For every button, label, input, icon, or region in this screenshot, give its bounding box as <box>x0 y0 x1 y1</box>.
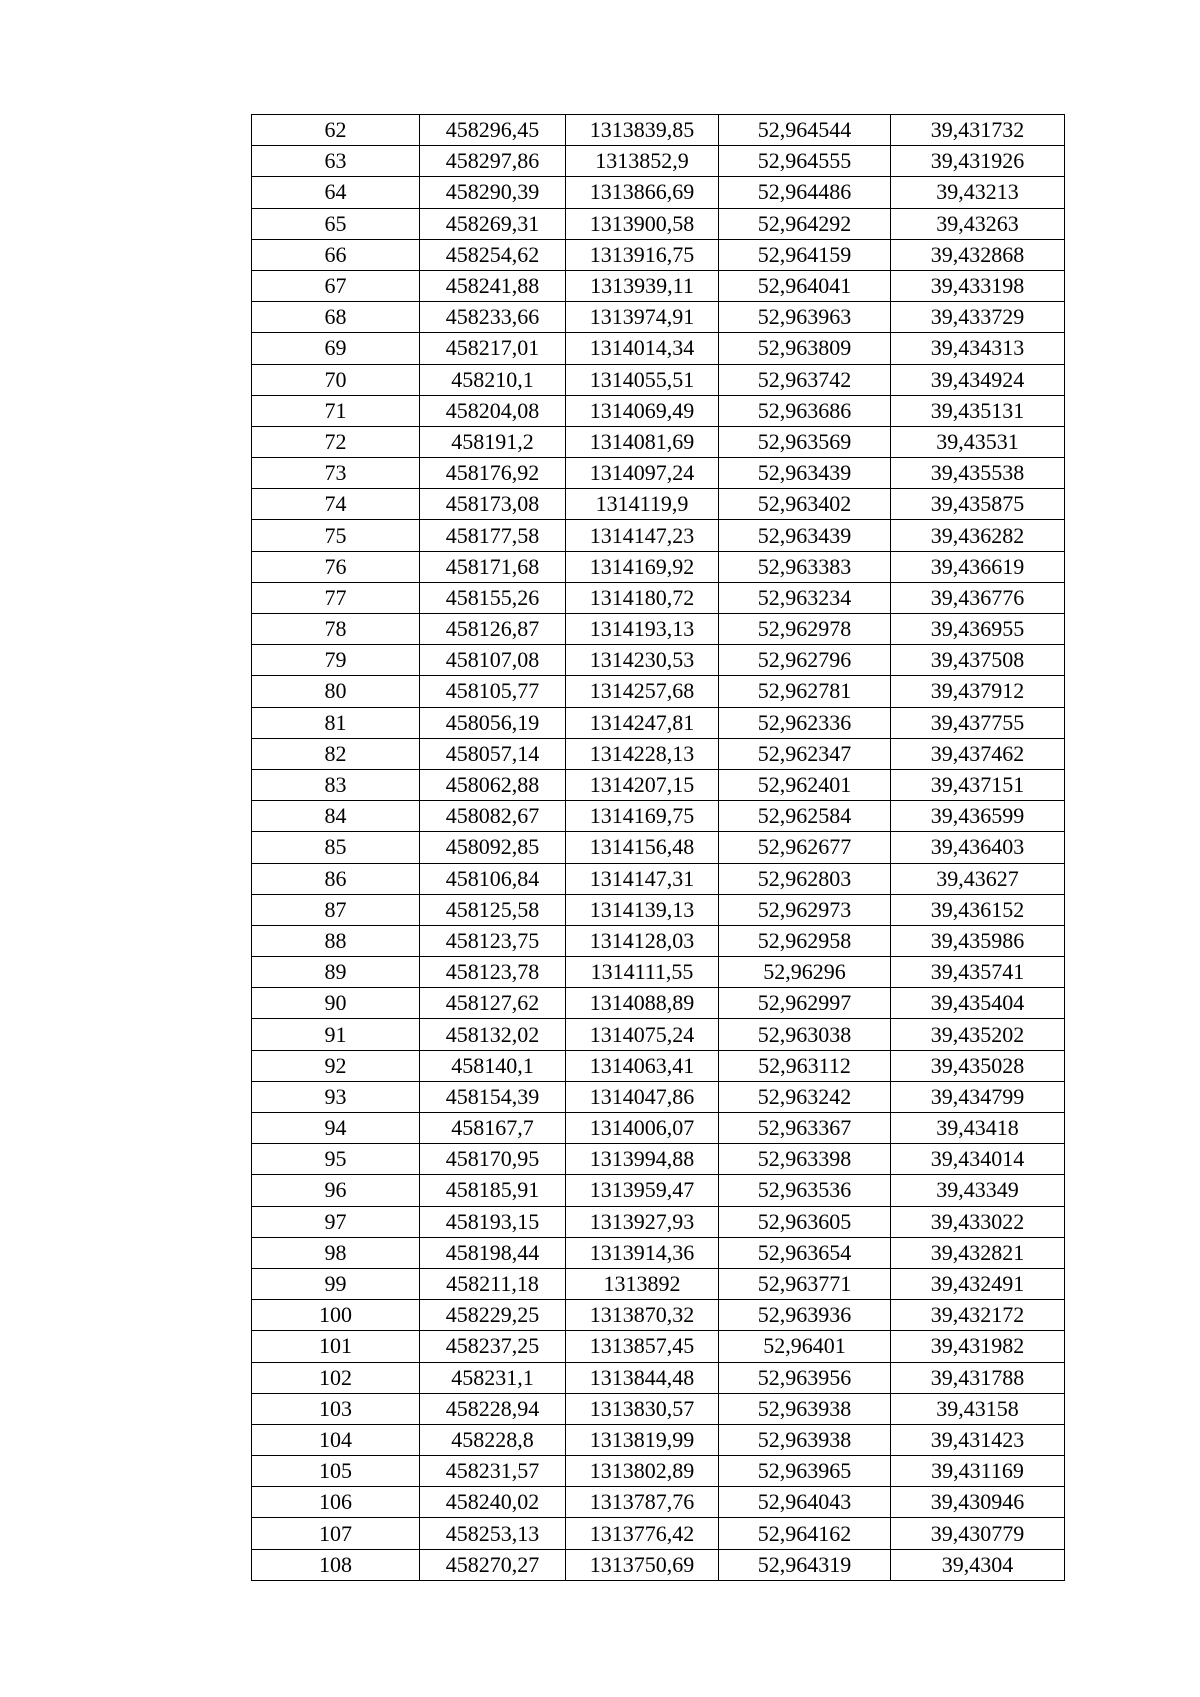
point-number-cell: 92 <box>252 1050 420 1081</box>
y-coordinate-cell: 1314147,31 <box>566 863 719 894</box>
table-row <box>252 1268 1065 1299</box>
y-coordinate-cell: 1314047,86 <box>566 1081 719 1112</box>
latitude-cell: 52,964544 <box>719 115 891 146</box>
table-row <box>252 1549 1065 1580</box>
x-coordinate-cell: 458270,27 <box>420 1549 566 1580</box>
table-row <box>252 1487 1065 1518</box>
x-coordinate-cell: 458127,62 <box>420 988 566 1019</box>
latitude-cell: 52,96401 <box>719 1331 891 1362</box>
latitude-cell: 52,963569 <box>719 426 891 457</box>
point-number-cell: 78 <box>252 614 420 645</box>
y-coordinate-cell: 1314088,89 <box>566 988 719 1019</box>
x-coordinate-cell: 458176,92 <box>420 458 566 489</box>
table-row <box>252 645 1065 676</box>
x-coordinate-cell: 458231,1 <box>420 1362 566 1393</box>
y-coordinate-cell: 1313857,45 <box>566 1331 719 1362</box>
latitude-cell: 52,963771 <box>719 1268 891 1299</box>
table-row <box>252 270 1065 301</box>
latitude-cell: 52,963398 <box>719 1144 891 1175</box>
y-coordinate-cell: 1314014,34 <box>566 333 719 364</box>
y-coordinate-cell: 1313927,93 <box>566 1206 719 1237</box>
latitude-cell: 52,962584 <box>719 801 891 832</box>
longitude-cell: 39,436282 <box>891 520 1065 551</box>
x-coordinate-cell: 458204,08 <box>420 395 566 426</box>
y-coordinate-cell: 1313892 <box>566 1268 719 1299</box>
y-coordinate-cell: 1313830,57 <box>566 1393 719 1424</box>
latitude-cell: 52,963234 <box>719 582 891 613</box>
longitude-cell: 39,43627 <box>891 863 1065 894</box>
point-number-cell: 72 <box>252 426 420 457</box>
point-number-cell: 87 <box>252 894 420 925</box>
y-coordinate-cell: 1313787,76 <box>566 1487 719 1518</box>
y-coordinate-cell: 1313839,85 <box>566 115 719 146</box>
y-coordinate-cell: 1313994,88 <box>566 1144 719 1175</box>
point-number-cell: 68 <box>252 302 420 333</box>
longitude-cell: 39,433198 <box>891 270 1065 301</box>
x-coordinate-cell: 458057,14 <box>420 738 566 769</box>
latitude-cell: 52,963936 <box>719 1300 891 1331</box>
y-coordinate-cell: 1313974,91 <box>566 302 719 333</box>
longitude-cell: 39,435404 <box>891 988 1065 1019</box>
longitude-cell: 39,432821 <box>891 1237 1065 1268</box>
longitude-cell: 39,43349 <box>891 1175 1065 1206</box>
table-row <box>252 1331 1065 1362</box>
point-number-cell: 93 <box>252 1081 420 1112</box>
longitude-cell: 39,435131 <box>891 395 1065 426</box>
longitude-cell: 39,435741 <box>891 957 1065 988</box>
point-number-cell: 74 <box>252 489 420 520</box>
x-coordinate-cell: 458092,85 <box>420 832 566 863</box>
y-coordinate-cell: 1314063,41 <box>566 1050 719 1081</box>
x-coordinate-cell: 458210,1 <box>420 364 566 395</box>
latitude-cell: 52,963402 <box>719 489 891 520</box>
latitude-cell: 52,962973 <box>719 894 891 925</box>
x-coordinate-cell: 458198,44 <box>420 1237 566 1268</box>
x-coordinate-cell: 458191,2 <box>420 426 566 457</box>
x-coordinate-cell: 458082,67 <box>420 801 566 832</box>
y-coordinate-cell: 1313939,11 <box>566 270 719 301</box>
point-number-cell: 69 <box>252 333 420 364</box>
table-row <box>252 115 1065 146</box>
point-number-cell: 94 <box>252 1113 420 1144</box>
longitude-cell: 39,432172 <box>891 1300 1065 1331</box>
x-coordinate-cell: 458125,58 <box>420 894 566 925</box>
y-coordinate-cell: 1313870,32 <box>566 1300 719 1331</box>
y-coordinate-cell: 1314180,72 <box>566 582 719 613</box>
point-number-cell: 99 <box>252 1268 420 1299</box>
latitude-cell: 52,964043 <box>719 1487 891 1518</box>
longitude-cell: 39,435875 <box>891 489 1065 520</box>
x-coordinate-cell: 458185,91 <box>420 1175 566 1206</box>
latitude-cell: 52,963686 <box>719 395 891 426</box>
point-number-cell: 79 <box>252 645 420 676</box>
x-coordinate-cell: 458171,68 <box>420 551 566 582</box>
table-row <box>252 302 1065 333</box>
point-number-cell: 67 <box>252 270 420 301</box>
longitude-cell: 39,431423 <box>891 1424 1065 1455</box>
x-coordinate-cell: 458155,26 <box>420 582 566 613</box>
longitude-cell: 39,433022 <box>891 1206 1065 1237</box>
x-coordinate-cell: 458132,02 <box>420 1019 566 1050</box>
table-row <box>252 769 1065 800</box>
latitude-cell: 52,963654 <box>719 1237 891 1268</box>
point-number-cell: 101 <box>252 1331 420 1362</box>
point-number-cell: 86 <box>252 863 420 894</box>
y-coordinate-cell: 1314228,13 <box>566 738 719 769</box>
latitude-cell: 52,963439 <box>719 458 891 489</box>
y-coordinate-cell: 1314128,03 <box>566 925 719 956</box>
longitude-cell: 39,431732 <box>891 115 1065 146</box>
table-row <box>252 894 1065 925</box>
x-coordinate-cell: 458228,8 <box>420 1424 566 1455</box>
y-coordinate-cell: 1314139,13 <box>566 894 719 925</box>
latitude-cell: 52,962958 <box>719 925 891 956</box>
point-number-cell: 106 <box>252 1487 420 1518</box>
x-coordinate-cell: 458105,77 <box>420 676 566 707</box>
latitude-cell: 52,963536 <box>719 1175 891 1206</box>
point-number-cell: 65 <box>252 208 420 239</box>
longitude-cell: 39,434924 <box>891 364 1065 395</box>
latitude-cell: 52,963938 <box>719 1393 891 1424</box>
point-number-cell: 76 <box>252 551 420 582</box>
table-row <box>252 395 1065 426</box>
latitude-cell: 52,963938 <box>719 1424 891 1455</box>
x-coordinate-cell: 458290,39 <box>420 177 566 208</box>
y-coordinate-cell: 1314257,68 <box>566 676 719 707</box>
y-coordinate-cell: 1314119,9 <box>566 489 719 520</box>
latitude-cell: 52,964292 <box>719 208 891 239</box>
longitude-cell: 39,43213 <box>891 177 1065 208</box>
x-coordinate-cell: 458154,39 <box>420 1081 566 1112</box>
x-coordinate-cell: 458253,13 <box>420 1518 566 1549</box>
point-number-cell: 98 <box>252 1237 420 1268</box>
x-coordinate-cell: 458107,08 <box>420 645 566 676</box>
x-coordinate-cell: 458123,78 <box>420 957 566 988</box>
table-row <box>252 676 1065 707</box>
point-number-cell: 89 <box>252 957 420 988</box>
longitude-cell: 39,434799 <box>891 1081 1065 1112</box>
table-row <box>252 801 1065 832</box>
point-number-cell: 104 <box>252 1424 420 1455</box>
latitude-cell: 52,964159 <box>719 239 891 270</box>
table-row <box>252 1175 1065 1206</box>
table-row <box>252 1300 1065 1331</box>
point-number-cell: 90 <box>252 988 420 1019</box>
x-coordinate-cell: 458167,7 <box>420 1113 566 1144</box>
longitude-cell: 39,436599 <box>891 801 1065 832</box>
longitude-cell: 39,437755 <box>891 707 1065 738</box>
point-number-cell: 81 <box>252 707 420 738</box>
table-row <box>252 863 1065 894</box>
longitude-cell: 39,435986 <box>891 925 1065 956</box>
latitude-cell: 52,962803 <box>719 863 891 894</box>
point-number-cell: 73 <box>252 458 420 489</box>
table-row <box>252 1424 1065 1455</box>
latitude-cell: 52,96296 <box>719 957 891 988</box>
latitude-cell: 52,962677 <box>719 832 891 863</box>
x-coordinate-cell: 458173,08 <box>420 489 566 520</box>
x-coordinate-cell: 458193,15 <box>420 1206 566 1237</box>
longitude-cell: 39,437462 <box>891 738 1065 769</box>
y-coordinate-cell: 1314169,92 <box>566 551 719 582</box>
y-coordinate-cell: 1313900,58 <box>566 208 719 239</box>
latitude-cell: 52,963956 <box>719 1362 891 1393</box>
longitude-cell: 39,431982 <box>891 1331 1065 1362</box>
x-coordinate-cell: 458297,86 <box>420 146 566 177</box>
point-number-cell: 102 <box>252 1362 420 1393</box>
table-row <box>252 925 1065 956</box>
longitude-cell: 39,437151 <box>891 769 1065 800</box>
x-coordinate-cell: 458269,31 <box>420 208 566 239</box>
x-coordinate-cell: 458126,87 <box>420 614 566 645</box>
point-number-cell: 91 <box>252 1019 420 1050</box>
table-row <box>252 614 1065 645</box>
y-coordinate-cell: 1314069,49 <box>566 395 719 426</box>
x-coordinate-cell: 458233,66 <box>420 302 566 333</box>
latitude-cell: 52,964555 <box>719 146 891 177</box>
longitude-cell: 39,437912 <box>891 676 1065 707</box>
table-row <box>252 738 1065 769</box>
x-coordinate-cell: 458211,18 <box>420 1268 566 1299</box>
longitude-cell: 39,434313 <box>891 333 1065 364</box>
y-coordinate-cell: 1313914,36 <box>566 1237 719 1268</box>
longitude-cell: 39,430779 <box>891 1518 1065 1549</box>
table-row <box>252 1113 1065 1144</box>
x-coordinate-cell: 458140,1 <box>420 1050 566 1081</box>
latitude-cell: 52,963809 <box>719 333 891 364</box>
table-row <box>252 458 1065 489</box>
latitude-cell: 52,963439 <box>719 520 891 551</box>
table-row <box>252 1393 1065 1424</box>
point-number-cell: 84 <box>252 801 420 832</box>
y-coordinate-cell: 1314081,69 <box>566 426 719 457</box>
latitude-cell: 52,963742 <box>719 364 891 395</box>
x-coordinate-cell: 458106,84 <box>420 863 566 894</box>
latitude-cell: 52,963038 <box>719 1019 891 1050</box>
longitude-cell: 39,436955 <box>891 614 1065 645</box>
x-coordinate-cell: 458228,94 <box>420 1393 566 1424</box>
x-coordinate-cell: 458229,25 <box>420 1300 566 1331</box>
longitude-cell: 39,435538 <box>891 458 1065 489</box>
y-coordinate-cell: 1314156,48 <box>566 832 719 863</box>
longitude-cell: 39,435028 <box>891 1050 1065 1081</box>
longitude-cell: 39,43263 <box>891 208 1065 239</box>
x-coordinate-cell: 458217,01 <box>420 333 566 364</box>
table-row <box>252 582 1065 613</box>
y-coordinate-cell: 1314075,24 <box>566 1019 719 1050</box>
y-coordinate-cell: 1313819,99 <box>566 1424 719 1455</box>
point-number-cell: 62 <box>252 115 420 146</box>
x-coordinate-cell: 458231,57 <box>420 1456 566 1487</box>
y-coordinate-cell: 1314193,13 <box>566 614 719 645</box>
y-coordinate-cell: 1313802,89 <box>566 1456 719 1487</box>
point-number-cell: 96 <box>252 1175 420 1206</box>
longitude-cell: 39,434014 <box>891 1144 1065 1175</box>
latitude-cell: 52,962796 <box>719 645 891 676</box>
table-row <box>252 1144 1065 1175</box>
x-coordinate-cell: 458177,58 <box>420 520 566 551</box>
y-coordinate-cell: 1314147,23 <box>566 520 719 551</box>
longitude-cell: 39,436776 <box>891 582 1065 613</box>
x-coordinate-cell: 458062,88 <box>420 769 566 800</box>
point-number-cell: 103 <box>252 1393 420 1424</box>
table-row <box>252 832 1065 863</box>
table-row <box>252 1518 1065 1549</box>
longitude-cell: 39,4304 <box>891 1549 1065 1580</box>
table-row <box>252 1237 1065 1268</box>
point-number-cell: 63 <box>252 146 420 177</box>
x-coordinate-cell: 458170,95 <box>420 1144 566 1175</box>
table-row <box>252 957 1065 988</box>
table-row <box>252 177 1065 208</box>
latitude-cell: 52,963965 <box>719 1456 891 1487</box>
table-row <box>252 208 1065 239</box>
point-number-cell: 105 <box>252 1456 420 1487</box>
y-coordinate-cell: 1313959,47 <box>566 1175 719 1206</box>
point-number-cell: 100 <box>252 1300 420 1331</box>
table-row <box>252 364 1065 395</box>
latitude-cell: 52,962401 <box>719 769 891 800</box>
latitude-cell: 52,963383 <box>719 551 891 582</box>
latitude-cell: 52,964041 <box>719 270 891 301</box>
latitude-cell: 52,963242 <box>719 1081 891 1112</box>
table-row <box>252 239 1065 270</box>
x-coordinate-cell: 458240,02 <box>420 1487 566 1518</box>
point-number-cell: 82 <box>252 738 420 769</box>
table-row <box>252 1081 1065 1112</box>
point-number-cell: 85 <box>252 832 420 863</box>
longitude-cell: 39,43158 <box>891 1393 1065 1424</box>
table-row <box>252 1050 1065 1081</box>
point-number-cell: 107 <box>252 1518 420 1549</box>
y-coordinate-cell: 1314207,15 <box>566 769 719 800</box>
coordinates-table <box>251 114 1065 1581</box>
longitude-cell: 39,437508 <box>891 645 1065 676</box>
y-coordinate-cell: 1313750,69 <box>566 1549 719 1580</box>
point-number-cell: 75 <box>252 520 420 551</box>
y-coordinate-cell: 1313776,42 <box>566 1518 719 1549</box>
latitude-cell: 52,962781 <box>719 676 891 707</box>
longitude-cell: 39,433729 <box>891 302 1065 333</box>
x-coordinate-cell: 458237,25 <box>420 1331 566 1362</box>
table-row <box>252 551 1065 582</box>
latitude-cell: 52,963112 <box>719 1050 891 1081</box>
longitude-cell: 39,431169 <box>891 1456 1065 1487</box>
coordinates-table-body <box>252 115 1065 1581</box>
point-number-cell: 97 <box>252 1206 420 1237</box>
longitude-cell: 39,436403 <box>891 832 1065 863</box>
table-row <box>252 1362 1065 1393</box>
point-number-cell: 77 <box>252 582 420 613</box>
longitude-cell: 39,432868 <box>891 239 1065 270</box>
table-row <box>252 707 1065 738</box>
table-row <box>252 1019 1065 1050</box>
latitude-cell: 52,964162 <box>719 1518 891 1549</box>
y-coordinate-cell: 1314230,53 <box>566 645 719 676</box>
y-coordinate-cell: 1313866,69 <box>566 177 719 208</box>
table-row <box>252 426 1065 457</box>
longitude-cell: 39,43418 <box>891 1113 1065 1144</box>
latitude-cell: 52,963605 <box>719 1206 891 1237</box>
x-coordinate-cell: 458056,19 <box>420 707 566 738</box>
longitude-cell: 39,431788 <box>891 1362 1065 1393</box>
latitude-cell: 52,962336 <box>719 707 891 738</box>
point-number-cell: 66 <box>252 239 420 270</box>
point-number-cell: 88 <box>252 925 420 956</box>
table-row <box>252 520 1065 551</box>
longitude-cell: 39,431926 <box>891 146 1065 177</box>
latitude-cell: 52,964486 <box>719 177 891 208</box>
y-coordinate-cell: 1314111,55 <box>566 957 719 988</box>
point-number-cell: 64 <box>252 177 420 208</box>
x-coordinate-cell: 458296,45 <box>420 115 566 146</box>
x-coordinate-cell: 458254,62 <box>420 239 566 270</box>
table-row <box>252 489 1065 520</box>
longitude-cell: 39,436152 <box>891 894 1065 925</box>
latitude-cell: 52,963963 <box>719 302 891 333</box>
x-coordinate-cell: 458241,88 <box>420 270 566 301</box>
longitude-cell: 39,436619 <box>891 551 1065 582</box>
table-row <box>252 146 1065 177</box>
y-coordinate-cell: 1314169,75 <box>566 801 719 832</box>
y-coordinate-cell: 1314055,51 <box>566 364 719 395</box>
latitude-cell: 52,962978 <box>719 614 891 645</box>
table-row <box>252 333 1065 364</box>
point-number-cell: 71 <box>252 395 420 426</box>
latitude-cell: 52,964319 <box>719 1549 891 1580</box>
point-number-cell: 95 <box>252 1144 420 1175</box>
table-row <box>252 1206 1065 1237</box>
y-coordinate-cell: 1314247,81 <box>566 707 719 738</box>
point-number-cell: 70 <box>252 364 420 395</box>
x-coordinate-cell: 458123,75 <box>420 925 566 956</box>
table-row <box>252 988 1065 1019</box>
y-coordinate-cell: 1313916,75 <box>566 239 719 270</box>
point-number-cell: 80 <box>252 676 420 707</box>
y-coordinate-cell: 1313852,9 <box>566 146 719 177</box>
y-coordinate-cell: 1314097,24 <box>566 458 719 489</box>
latitude-cell: 52,963367 <box>719 1113 891 1144</box>
longitude-cell: 39,43531 <box>891 426 1065 457</box>
y-coordinate-cell: 1313844,48 <box>566 1362 719 1393</box>
latitude-cell: 52,962997 <box>719 988 891 1019</box>
point-number-cell: 108 <box>252 1549 420 1580</box>
longitude-cell: 39,430946 <box>891 1487 1065 1518</box>
table-row <box>252 1456 1065 1487</box>
longitude-cell: 39,435202 <box>891 1019 1065 1050</box>
latitude-cell: 52,962347 <box>719 738 891 769</box>
longitude-cell: 39,432491 <box>891 1268 1065 1299</box>
point-number-cell: 83 <box>252 769 420 800</box>
y-coordinate-cell: 1314006,07 <box>566 1113 719 1144</box>
